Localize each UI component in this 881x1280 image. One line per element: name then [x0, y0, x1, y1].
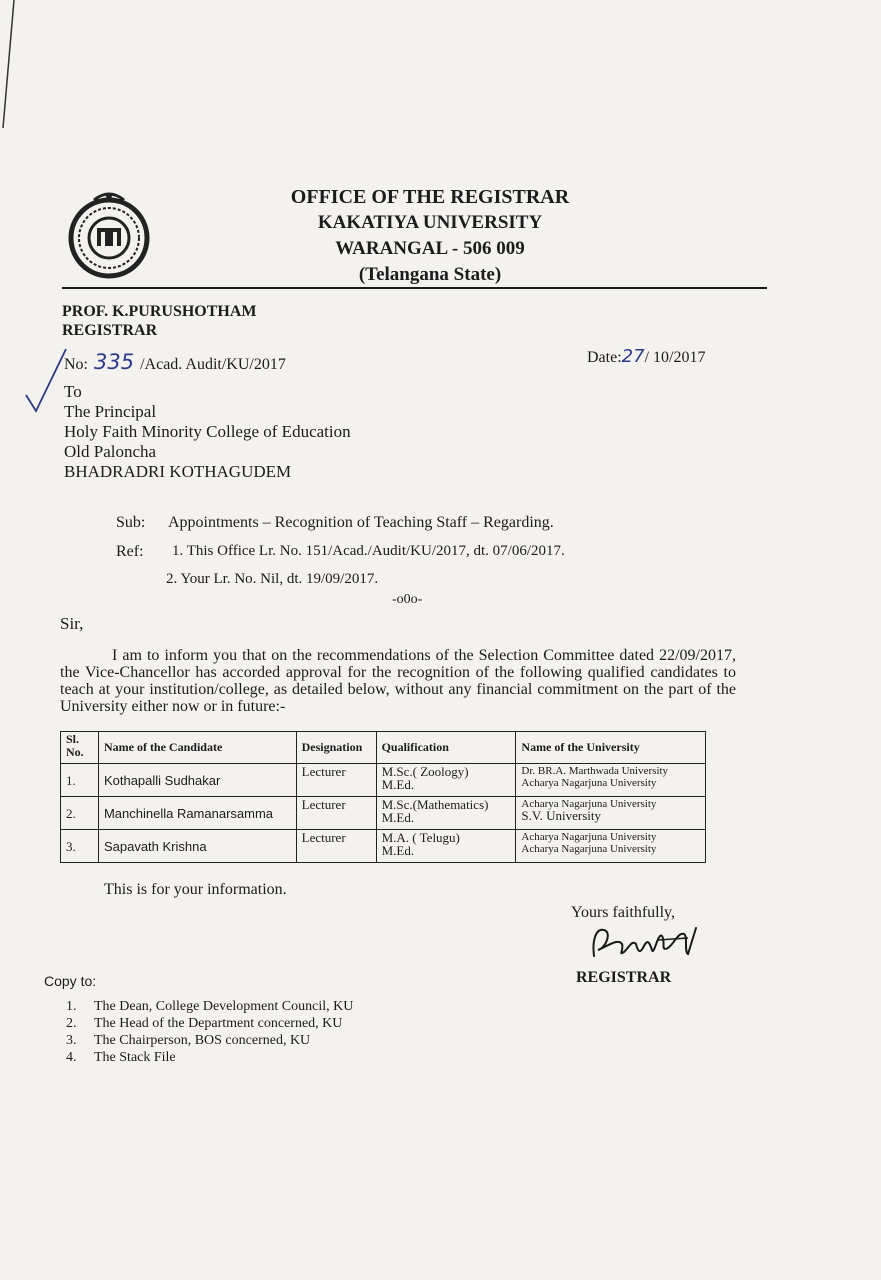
list-item-text: The Dean, College Development Council, KU: [94, 999, 354, 1014]
list-item: [66, 1049, 353, 1066]
header-university: Name of the University: [516, 732, 706, 764]
table-row: [61, 764, 706, 797]
recipient-line-3: Old Paloncha: [64, 442, 157, 461]
qualification-line: M.Ed.: [381, 843, 415, 858]
university-line: Acharya Nagarjuna University: [521, 843, 657, 855]
sender-name: PROF. K.PURUSHOTHAM: [62, 303, 257, 320]
list-item-number: 3.: [66, 1033, 77, 1048]
list-item-text: The Chairperson, BOS concerned, KU: [94, 1033, 311, 1048]
header-designation: Designation: [296, 732, 376, 764]
recipient-line-1: The Principal: [64, 402, 157, 421]
cell-sl: 3.: [61, 830, 99, 863]
subject-label: Sub:: [116, 514, 146, 531]
list-item-text: The Head of the Department concerned, KU: [94, 1016, 343, 1031]
header-sl-no: Sl. No.: [61, 732, 99, 764]
cell-university: [516, 830, 706, 863]
list-item-text: The Stack File: [94, 1050, 176, 1065]
letterhead-office: OFFICE OF THE REGISTRAR: [290, 186, 570, 208]
to-label: To: [64, 382, 82, 401]
letterhead-city: WARANGAL - 506 009: [335, 238, 525, 259]
copy-to-label: Copy to:: [44, 973, 97, 989]
qualification-line: M.Ed.: [381, 777, 415, 792]
table-header-row: [61, 732, 706, 764]
cell-designation: Lecturer: [296, 764, 376, 797]
cell-candidate-name: Sapavath Krishna: [98, 830, 296, 863]
sender-title: REGISTRAR: [62, 322, 158, 339]
reference-1: 1. This Office Lr. No. 151/Acad./Audit/KU/2017, dt. 07/06/2017.: [172, 543, 565, 559]
cell-university: [516, 764, 706, 797]
recipient-address: [64, 382, 351, 482]
cell-university: [516, 797, 706, 830]
list-item: [66, 1032, 353, 1049]
letterhead-state: (Telangana State): [358, 264, 502, 285]
cell-sl: 2.: [61, 797, 99, 830]
signatory-title: REGISTRAR: [576, 969, 672, 986]
cell-designation: Lecturer: [296, 797, 376, 830]
body-paragraph: I am to inform you that on the recommendations of the Selection Committee dated 22/09/2017, the Vice-Chancellor has accorded approval for the recognition of the following qualified candidates to teach at your institution/college, as detailed below, without any financial commitment on the part of the University either now or in future:-: [60, 647, 736, 715]
subject-text: Appointments – Recognition of Teaching Staff – Regarding.: [168, 514, 554, 531]
list-item-number: 1.: [66, 999, 77, 1014]
letter-number-prefix: No:: [64, 356, 88, 373]
qualification-line: M.Ed.: [381, 810, 415, 825]
cell-qualification: [376, 797, 516, 830]
candidates-table: [60, 731, 706, 863]
letter-number-suffix: /Acad. Audit/KU/2017: [140, 356, 286, 373]
margin-line: [0, 0, 20, 130]
reference-2: 2. Your Lr. No. Nil, dt. 19/09/2017.: [166, 571, 379, 587]
list-item-number: 2.: [66, 1016, 77, 1031]
recipient-line-4: BHADRADRI KOTHAGUDEM: [64, 462, 292, 481]
sender-block: [62, 302, 257, 340]
cell-candidate-name: Manchinella Ramanarsamma: [98, 797, 296, 830]
letter-number: [64, 350, 286, 374]
date-rest: / 10/2017: [644, 349, 706, 366]
list-item: [66, 998, 353, 1015]
letterhead-rule: [62, 287, 767, 289]
university-seal-icon: [66, 190, 152, 282]
date-label: Date:: [587, 349, 622, 366]
letter-number-handwritten: 335: [94, 350, 135, 374]
table-row: [61, 797, 706, 830]
cell-candidate-name: Kothapalli Sudhakar: [98, 764, 296, 797]
cell-designation: Lecturer: [296, 830, 376, 863]
info-line: This is for your information.: [104, 881, 287, 898]
header-candidate-name: Name of the Candidate: [98, 732, 296, 764]
qualification-line: M.A. ( Telugu): [381, 830, 460, 845]
university-line: Acharya Nagarjuna University: [521, 777, 657, 789]
letterhead-university: KAKATIYA UNIVERSITY: [317, 212, 543, 233]
table-row: [61, 830, 706, 863]
cell-sl: 1.: [61, 764, 99, 797]
reference-label: Ref:: [116, 543, 144, 560]
university-line: S.V. University: [521, 808, 601, 823]
copy-to-list: [66, 998, 353, 1066]
recipient-line-2: Holy Faith Minority College of Education: [64, 422, 351, 441]
salutation: Sir,: [60, 614, 84, 633]
university-line: Acharya Nagarjuna University: [521, 831, 657, 843]
qualification-line: M.Sc.(Mathematics): [381, 797, 489, 812]
list-item-number: 4.: [66, 1050, 77, 1065]
cell-qualification: [376, 830, 516, 863]
university-line: Dr. BR.A. Marthwada University: [521, 765, 669, 777]
list-item: [66, 1015, 353, 1032]
university-line: Acharya Nagarjuna University: [521, 798, 657, 810]
registrar-signature: [588, 922, 703, 964]
cell-qualification: [376, 764, 516, 797]
separator: -o0o-: [392, 592, 423, 607]
header-qualification: Qualification: [376, 732, 516, 764]
letter-date: [587, 346, 705, 367]
closing-phrase: Yours faithfully,: [571, 904, 676, 921]
qualification-line: M.Sc.( Zoology): [381, 764, 469, 779]
date-day-handwritten: 27: [621, 346, 645, 367]
